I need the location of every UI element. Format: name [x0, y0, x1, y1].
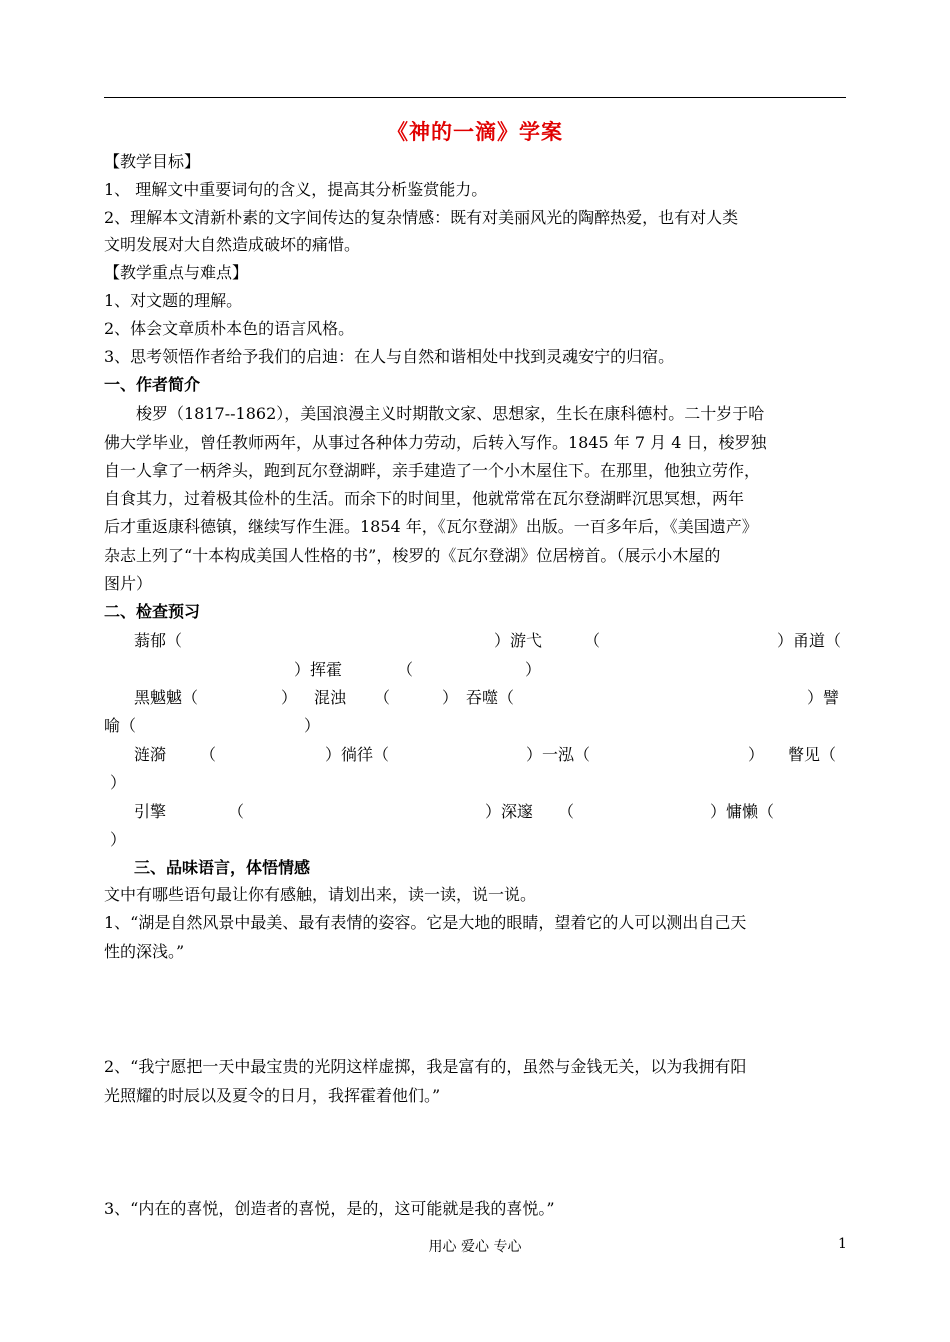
- focus-heading: 【教学重点与难点】: [104, 263, 249, 282]
- vocab-item: ）甬道（: [777, 631, 842, 650]
- preview-heading: 二、检查预习: [104, 602, 201, 621]
- vocab-item: （: [200, 745, 217, 764]
- vocab-item: ）徜徉（: [325, 745, 390, 764]
- author-line: 杂志上列了“十本构成美国人性格的书”，梭罗的《瓦尔登湖》位居榜首。（展示小木屋的: [104, 546, 721, 565]
- quote-2: 2、“我宁愿把一天中最宝贵的光阴这样虚掷，我是富有的，虽然与金钱无关，以为我拥有阳: [104, 1057, 747, 1076]
- author-line: 自食其力，过着极其俭朴的生活。而余下的时间里，他就常常在瓦尔登湖畔沉思冥想，两年: [104, 489, 745, 508]
- goals-heading: 【教学目标】: [104, 152, 201, 171]
- quote-3: 3、“内在的喜悦，创造者的喜悦，是的，这可能就是我的喜悦。”: [104, 1199, 555, 1218]
- vocab-item: 引擎: [134, 802, 167, 821]
- author-line: 图片）: [104, 574, 153, 593]
- vocab-item: ）深邃: [485, 802, 534, 821]
- vocab-item: 混浊: [314, 688, 347, 707]
- vocab-item: 蓊郁（: [134, 631, 183, 650]
- vocab-item: ）譬: [807, 688, 840, 707]
- language-heading: 三、品味语言，体悟情感: [134, 858, 311, 877]
- goal-item: 1、 理解文中重要词句的含义，提高其分析鉴赏能力。: [104, 180, 488, 199]
- author-line: 后才重返康科德镇，继续写作生涯。1854 年，《瓦尔登湖》出版。一百多年后，《美国遗产》: [104, 517, 758, 536]
- vocab-item: ）一泓（: [526, 745, 591, 764]
- vocab-item: ）: [442, 688, 459, 707]
- vocab-item: （: [584, 631, 601, 650]
- author-heading: 一、作者简介: [104, 375, 201, 394]
- vocab-item: 吞噬（: [466, 688, 515, 707]
- vocab-item: ）: [110, 830, 127, 849]
- vocab-item: 黑魆魆（: [134, 688, 199, 707]
- focus-item: 1、对文题的理解。: [104, 291, 243, 310]
- language-intro: 文中有哪些语句最让你有感触，请划出来，读一读，说一说。: [104, 885, 537, 904]
- vocab-item: ）: [525, 660, 542, 679]
- vocab-item: （: [228, 802, 245, 821]
- vocab-item: 涟漪: [134, 745, 167, 764]
- vocab-item: （: [397, 660, 414, 679]
- focus-item: 2、体会文章质朴本色的语言风格。: [104, 319, 355, 338]
- footer-motto: 用心 爱心 专心: [428, 1239, 522, 1255]
- goal-item: 文明发展对大自然造成破坏的痛惜。: [104, 235, 361, 254]
- goal-item: 2、理解本文清新朴素的文字间传达的复杂情感：既有对美丽风光的陶醉热爱，也有对人类: [104, 208, 739, 227]
- header-rule: [104, 97, 846, 98]
- vocab-item: （: [374, 688, 391, 707]
- author-line: 佛大学毕业，曾任教师两年，从事过各种体力劳动，后转入写作。1845 年 7 月 4 日，梭罗独: [104, 433, 767, 452]
- vocab-item: ）: [281, 688, 298, 707]
- focus-item: 3、思考领悟作者给予我们的启迪：在人与自然和谐相处中找到灵魂安宁的归宿。: [104, 347, 675, 366]
- vocab-item: 喻（: [104, 716, 137, 735]
- quote-2: 光照耀的时辰以及夏令的日月，我挥霍着他们。”: [104, 1086, 441, 1105]
- author-line: 梭罗（1817--1862），美国浪漫主义时期散文家、思想家，生长在康科德村。二十岁于哈: [104, 404, 765, 423]
- vocab-item: ）游弋: [494, 631, 543, 650]
- vocab-item: ）: [304, 716, 321, 735]
- vocab-item: ）慵懒（: [710, 802, 775, 821]
- vocab-item: （: [558, 802, 575, 821]
- vocab-item: ）: [748, 745, 765, 764]
- page-title: 《神的一滴》学案: [387, 119, 563, 144]
- vocab-item: ）挥霍: [294, 660, 343, 679]
- author-line: 自一人拿了一柄斧头，跑到瓦尔登湖畔，亲手建造了一个小木屋住下。在那里，他独立劳作，: [104, 461, 761, 480]
- quote-1: 性的深浅。”: [104, 942, 185, 961]
- page-number: 1: [838, 1236, 847, 1252]
- vocab-item: 瞥见（: [788, 745, 837, 764]
- quote-1: 1、“湖是自然风景中最美、最有表情的姿容。它是大地的眼睛，望着它的人可以测出自己天: [104, 913, 747, 932]
- vocab-item: ）: [110, 773, 127, 792]
